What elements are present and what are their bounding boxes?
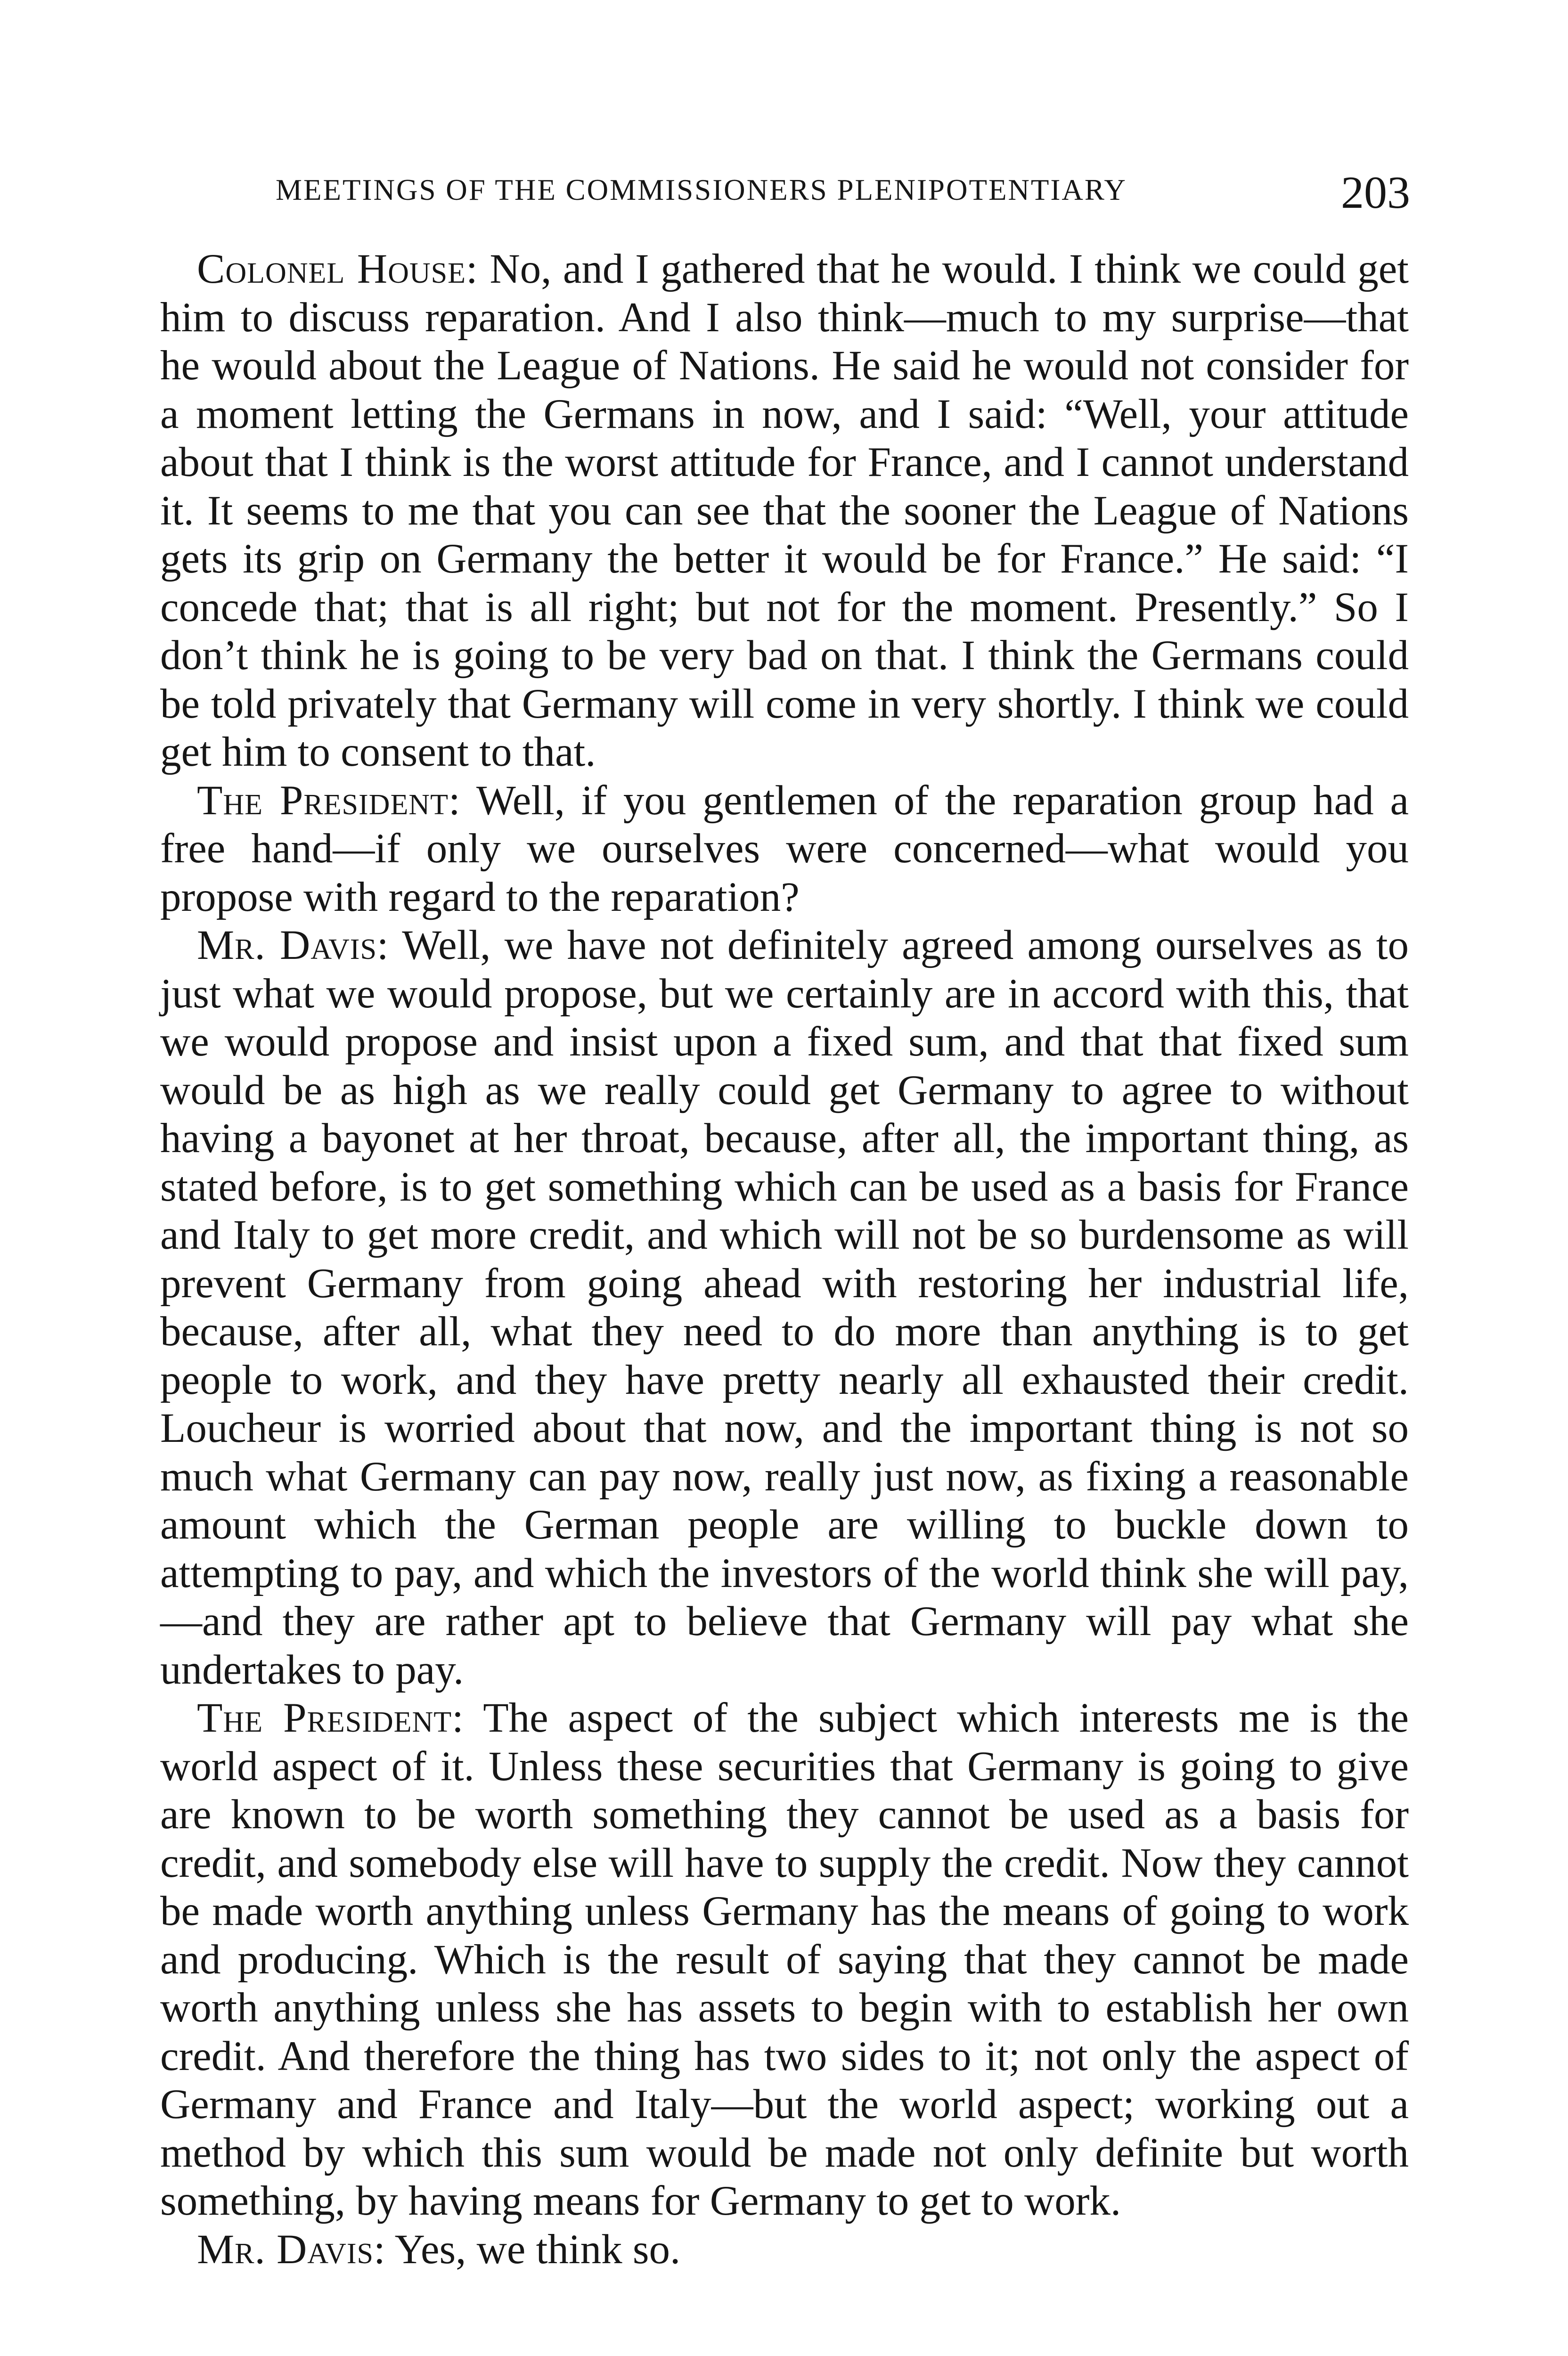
speech-text: Yes, we think so. [385,2226,681,2273]
speech-text: Well, if you gentlemen of the reparation group had a free hand—if only we ourselves were concerned—what would you propose with regard to the reparation? [160,777,1409,920]
speaker-label: Colonel House: [197,246,478,292]
paragraph-mr-davis [160,921,1409,1694]
speaker-label: Mr. Davis: [197,922,389,968]
speech-text: The aspect of the subject which interests me is the world aspect of it. Unless these securities that Germany is going to give are known to be worth something they cannot be used as a basis for credit, and somebody else will have to supply the credit. Now they cannot be made worth anything unless Germany has the means of going to work and producing. Which is the result of saying that they cannot be made worth anything unless she has assets to begin with to establish her own credit. And therefore the thing has two sides to it; not only the aspect of Germany and France and Italy—but the world aspect; working out a method by which this sum would be made not only definite but worth something, by having means for Germany to get to work. [160,1695,1409,2224]
speaker-label: The President: [197,777,461,824]
speech-text: No, and I gathered that he would. I think we could get him to discuss reparation. And I also think—much to my surprise—that he would about the League of Nations. He said he would not consider for a moment letting the Germans in now, and I said: “Well, your attitude about that I think is the worst attitude for France, and I cannot understand it. It seems to me that you can see that the sooner the League of Nations gets its grip on Germany the better it would be for France.” He said: “I concede that; that is all right; but not for the moment. Presently.” So I don’t think he is going to be very bad on that. I think the Germans could be told privately that Germany will come in very shortly. I think we could get him to consent to that. [160,246,1409,775]
page-number: 203 [1341,167,1410,218]
paragraph-colonel-house [160,245,1409,777]
paragraph-the-president [160,777,1409,922]
speaker-label: The President: [197,1695,464,1741]
paragraph-the-president [160,1694,1409,2225]
speech-text: Well, we have not definitely agreed among ourselves as to just what we would propose, but we certainly are in accord with this, that we would propose and insist upon a fixed sum, and that that fixed sum would be as high as we really could get Germany to agree to without having a bayonet at her throat, because, after all, the important thing, as stated before, is to get something which can be used as a basis for France and Italy to get more credit, and which will not be so burdensome as will prevent Germany from going ahead with restoring her industrial life, because, after all, what they need to do more than anything is to get people to work, and they have pretty nearly all exhausted their credit. Loucheur is worried about that now, and the important thing is not so much what Germany can pay now, really just now, as fixing a reasonable amount which the German people are willing to buckle down to attempting to pay, and which the investors of the world think she will pay,—and they are rather apt to believe that Germany will pay what she undertakes to pay. [160,922,1409,1693]
speaker-label: Mr. Davis: [197,2226,386,2273]
body-text [160,245,1409,2274]
running-head [276,167,1410,226]
running-title: MEETINGS OF THE COMMISSIONERS PLENIPOTENTIARY [276,173,1127,206]
paragraph-mr-davis [160,2225,1409,2274]
